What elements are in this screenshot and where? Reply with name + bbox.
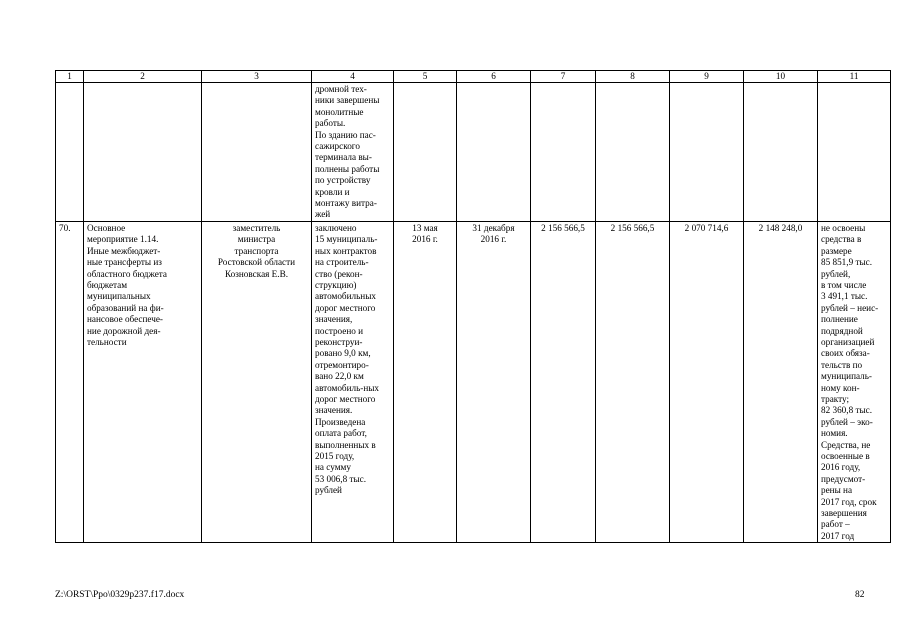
cell-event-name: Основное мероприятие 1.14. Иные межбюджет- ные трансферты из областного бюджета бюджетам муниципальных образований на фи- нансовое обеспече- ние дорожной дея- тельности [84,221,202,542]
cell-value-9: 2 070 714,6 [670,221,744,542]
column-header: 10 [744,71,818,83]
cell-value-8: 2 156 566,5 [596,221,670,542]
column-header: 8 [596,71,670,83]
column-header: 6 [457,71,531,83]
cell-row-number: 70. [56,221,84,542]
column-header: 1 [56,71,84,83]
cell-empty [457,83,531,222]
column-header: 5 [394,71,457,83]
column-number-row [56,71,891,83]
cell-note: не освоены средства в размере 85 851,9 тыс. рублей, в том числе 3 491,1 тыс. рублей – неис- полнение подрядной организацией своих обяза- тельств по муниципаль- ному кон- тракту; 82 360,8 тыс. рублей – эко- номия. Средства, не освоенные в 2016 году, предусмот- рены на 2017 год, срок завершения работ – 2017 год [818,221,891,542]
column-header: 9 [670,71,744,83]
table-row-continuation [56,83,891,222]
cell-end-date: 31 декабря 2016 г. [457,221,531,542]
cell-empty [818,83,891,222]
table-row-70 [56,221,891,542]
cell-empty [744,83,818,222]
cell-result: заключено 15 муниципаль- ных контрактов на строитель- ство (рекон- струкцию) автомобильных дорог местного значения, построено и реконструи- ровано 9,0 км, отремонтиро- вано 22,0 км автомобиль-ных дорог местного значения. Произведена оплата работ, выполненных в 2015 году, на сумму 53 006,8 тыс. рублей [312,221,394,542]
column-header: 11 [818,71,891,83]
cell-empty [531,83,596,222]
cell-empty [394,83,457,222]
cell-empty [84,83,202,222]
cell-empty [596,83,670,222]
cell-value-10: 2 148 248,0 [744,221,818,542]
cell-responsible: заместитель министра транспорта Ростовской области Козновская Е.В. [202,221,312,542]
footer-file-path: Z:\ORST\Ppo\0329p237.f17.docx [55,590,185,600]
footer-page-number: 82 [855,590,865,600]
cell-result-continued: дромной тех- ники завершены монолитные работы. По зданию пас- сажирского терминала вы- полнены работы по устройству кровли и монтажу витра- жей [312,83,394,222]
cell-start-date: 13 мая 2016 г. [394,221,457,542]
column-header: 3 [202,71,312,83]
report-table [55,70,891,543]
cell-value-7: 2 156 566,5 [531,221,596,542]
column-header: 7 [531,71,596,83]
column-header: 2 [84,71,202,83]
cell-empty [670,83,744,222]
column-header: 4 [312,71,394,83]
cell-empty [202,83,312,222]
cell-empty [56,83,84,222]
